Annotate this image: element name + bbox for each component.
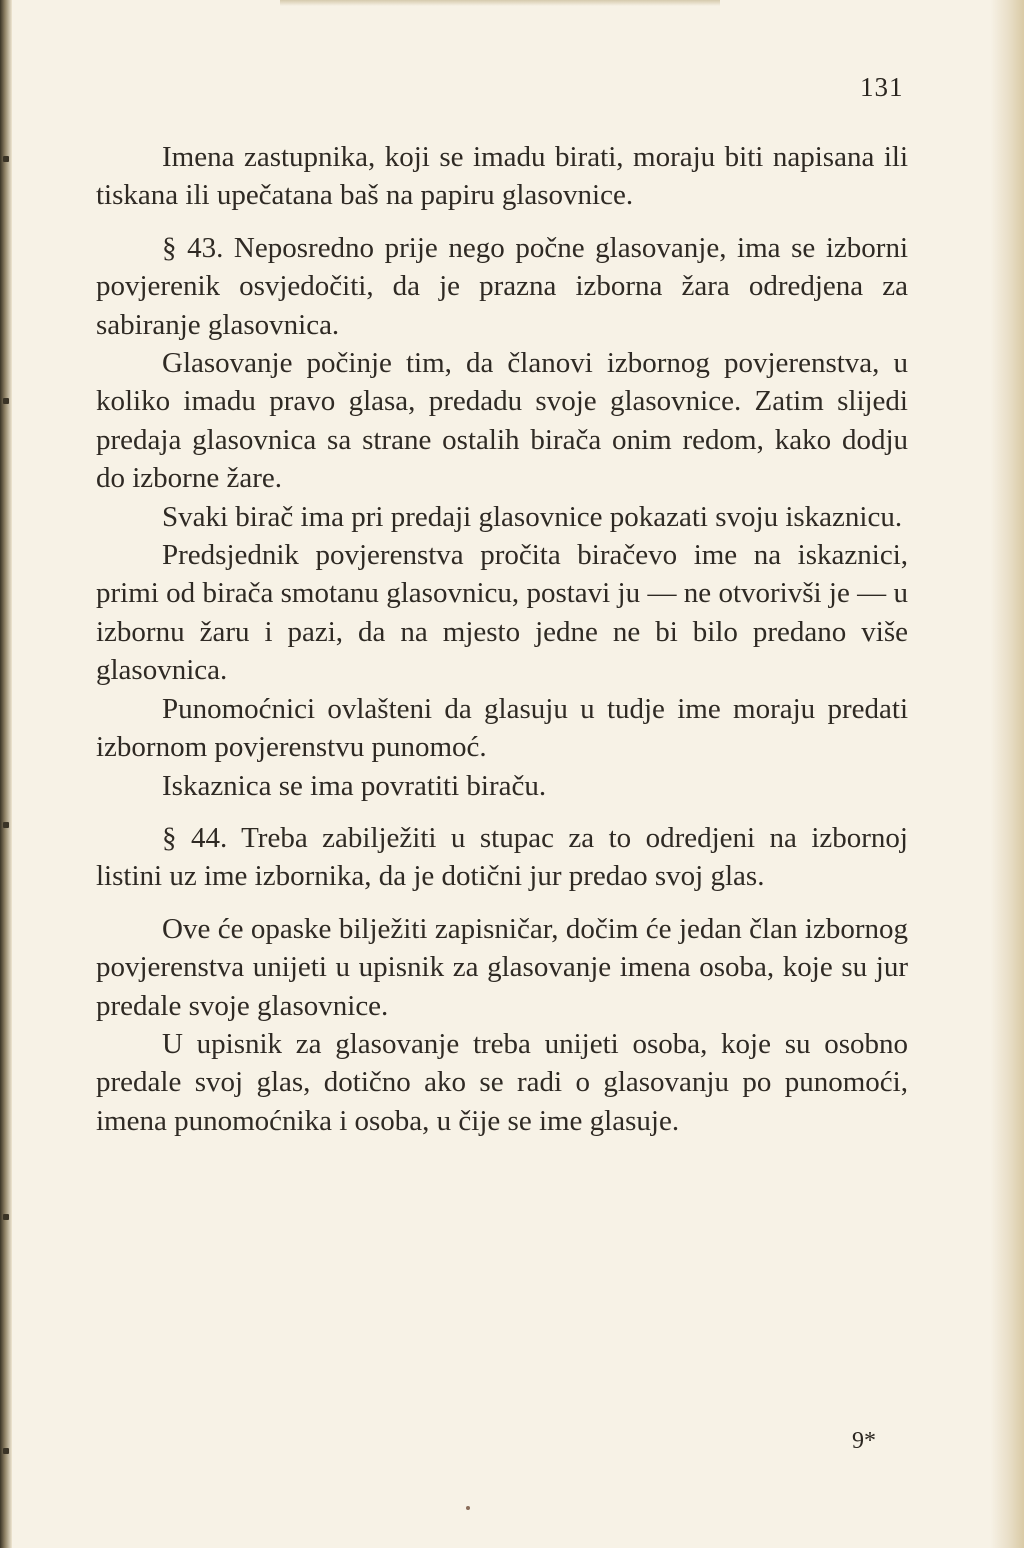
page-edge-shadow: [990, 0, 1024, 1548]
page-binding-shadow: [0, 0, 12, 1548]
margin-mark: [3, 156, 9, 162]
margin-mark: [3, 822, 9, 828]
margin-mark: [3, 1448, 9, 1454]
paragraph: Punomoćnici ovlašteni da glasuju u tudje ime moraju predati izbornom povjerenstvu punomoć.: [96, 692, 908, 764]
printer-signature-mark: 9*: [852, 1428, 876, 1454]
section-43-paragraph: § 43. Neposredno prije nego počne glasovanje, ima se izborni povjerenik osvjedočiti, da je prazna izborna žara odredjena za sabiranje glasovnica.: [96, 231, 908, 341]
paragraph: Ove će opaske bilježiti zapisničar, dočim će jedan član izbornog povjerenstva unijeti u upisnik za glasovanje imena osoba, koje su jur predale svoje glasovnice.: [96, 912, 908, 1022]
margin-mark: [3, 398, 9, 404]
body-text: [96, 138, 908, 1140]
paragraph: Iskaznica se ima povratiti biraču.: [162, 769, 547, 802]
paragraph: U upisnik za glasovanje treba unijeti osoba, koje su osobno predale svoj glas, dotično ako se radi o glasovanju po punomoći, imena punomoćnika i osoba, u čije se ime glasuje.: [96, 1027, 908, 1137]
margin-mark: [3, 1214, 9, 1220]
paper-speck: [466, 1506, 470, 1510]
section-44-paragraph: § 44. Treba zabilježiti u stupac za to odredjeni na izbornoj listini uz ime izbornika, da je dotični jur predao svoj glas.: [96, 821, 908, 893]
paragraph: Predsjednik povjerenstva pročita biračevo ime na iskaznici, primi od birača smotanu glasovnicu, postavi ju — ne otvorivši je — u izbornu žaru i pazi, da na mjesto jedne ne bi bilo predano više glasovnica.: [96, 539, 908, 687]
paragraph: Imena zastupnika, koji se imadu birati, moraju biti napisana ili tiskana ili upečatana baš na papiru glasovnice.: [96, 141, 908, 212]
paragraph: Glasovanje počinje tim, da članovi izbornog povjerenstva, u koliko imadu pravo glasa, predadu svoje glasovnice. Zatim slijedi predaja glasovnica sa strane ostalih birača onim redom, kako dodju do izborne žare.: [96, 347, 908, 495]
page-number: 131: [860, 72, 904, 102]
paragraph: Svaki birač ima pri predaji glasovnice pokazati svoju iskaznicu.: [162, 500, 903, 533]
page-top-shadow: [280, 0, 720, 6]
